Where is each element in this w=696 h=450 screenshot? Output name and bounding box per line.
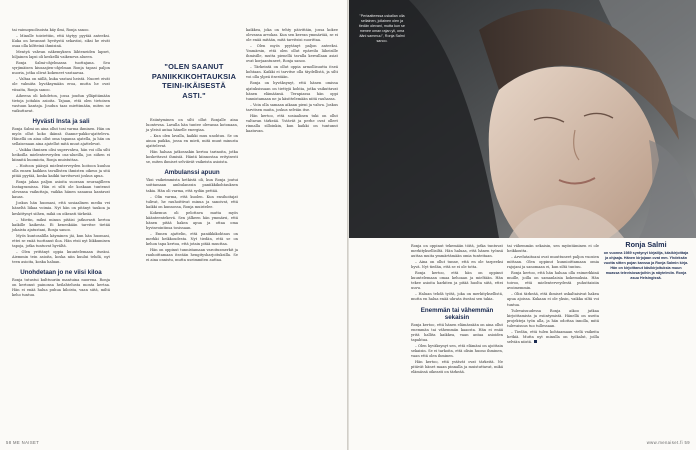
left-column-3 [246,28,338,135]
body-paragraph: – Olen hyväksynyt sen, että elämäni on ajoittain sekaisin. Se ei tarkoita, että olisin huono ihminen, vaan että olen ihminen. [411,343,503,358]
right-column-1 [411,244,503,376]
body-paragraph: – Arvelutaitoani ovat muuttuneet paljon vuosien mittaan. Olen oppinut kunnioittamaan omia rajojani ja sanomaan ei, kun siltä tuntuu. [507,255,599,270]
right-page [349,0,696,450]
body-paragraph: Ronja Salmi on aina ollut tosi varma ihminen. Hän on myös ollut koko ikänsä ihanne-pakko-ajatteleva. Hänellä on aina ollut oma tapansa ajatella, ja hän on sellaisenaan aina ajatellut mitä muut ajattelevat. [12,126,110,146]
pull-quote [146,62,242,100]
body-paragraph: kaikkea, joka on tehty päivittäin, jossa kokee olevansa arvokas. Kun sen kerran ymmärtää, se ei ole enää mitään, mitä tarvitsisi suorittaa. [246,28,338,43]
section-heading: Enemmän tai vähemmän sekaisin [420,306,494,321]
page-folio-right: www.menaiset.fi 59 [646,440,690,445]
body-paragraph-text: – Tiedän, että tulen kohtaamaan vielä vaikeita hetkiä. Mutta nyt minulla on työkalut, joilla selviän niistä. [507,329,599,344]
pull-quote-line: ASTI." [182,90,206,100]
body-paragraph: – Olen yrittänyt oppia kuuntelemaan itseäni. Aiemmin tein asioita, koska niin kuului tehdä, nyt teen asioita, koska haluan. [12,249,110,264]
body-paragraph: Ronja jakaa paljon asioita suoraan seuraajilleen Instagramissa. Hän ei silti ole koskaan tuntenut olevansa vaikuttaja, vaikka hänen sanansa kantavat kauas. [12,180,110,200]
body-paragraph: – Tärkeintä on ollut oppia armollisuutta itseä kohtaan. Kaikki ei tarvitse olla täydellistä, ja silti voi olla ylpeä itsestään. [246,65,338,80]
body-paragraph: Ronja kertoo, että hänen elämässään on aina ollut enemmän tai vähemmän kaaosta. Hän ei enää yritä hallita kaikkea, vaan antaa asioiden tapahtua. [411,322,503,342]
section-heading: Hyvästi Insta ja sali [32,117,90,125]
body-paragraph: Tulevaisuudessa Ronja aikoo jatkaa kirjoittamista ja esiintymistä. Hänellä on useita projekteja työn alla, ja hän odottaa innolla, mitä tulevaisuus tuo tullessaan. [507,308,599,328]
body-paragraph: – Aina on ollut tunne, että en ole tarpeeksi hyvä. Nyt tiedän, että se ei ole totta. [411,260,503,270]
body-paragraph: – Valtaa on niillä, kuka vastasi heistä. Nuoret eivät ole valmiita hyväksymään eroa, mutta he ovat viisaita, Ronja sanoo. [12,77,110,92]
profile-box [603,240,689,281]
body-paragraph: – Vaikka ihminen olisi supervahva, hän voi olla silti heikoilla mielenterveyden osa-alueilla, jos siihen ei kiinnitä huomiota, Ronja muistuttaa. [12,147,110,163]
body-paragraph: Kokemus oli pelottava mutta myös käänteentekevä. Sen jälkeen hän ymmärsi, että hänen pitää hakea apua ja ottaa oma hyvinvointinsa tosissaan. [146,210,238,230]
body-paragraph: Hän kertoo, että ystävät ovat tärkeitä. Ne pitävät hänet maan pinnalla ja muistuttavat, mikä elämässä oikeasti on tärkeää. [411,359,503,374]
body-paragraph: Aiheena oli kohdeton, jossa joudun ylläpitämään tietoja joitakin asioita. Tajuan, että olen tietoisen vastuun kantaja. Joudun taas miettimään, miten ne vaikuttavat. [12,93,110,113]
page-folio-left: 58 ME NAISET [6,440,40,445]
body-paragraph: Hän haluaa jatkossakin kertoa tarinoita, jotka koskettavat ihmisiä. Häntä kiinnostaa erityisesti se, miten ihmiset selviävät vaikeista asioista. [146,150,238,165]
body-paragraph: Ronja Salmi-ohjelmassa tuottajana. Seu syrjimäisen kiusaajien-ohjelman Ronja tapasi paljon nuoria, jotka olivat kokeneet vastaavaa. [12,61,110,76]
left-column-2 [146,118,238,264]
left-page [0,0,347,450]
body-paragraph: Yksi vaikeimmista hetkistä oli, kun Ronja joutui soittamaan ambulanssin paniikkikohtauksen takia. Hän oli varma, että sydän pettää. [146,178,238,193]
body-paragraph [507,330,599,345]
pull-quote-line: "OLEN SAANUT [164,62,224,71]
section-heading: Ambulanssi apuun [164,169,220,177]
body-paragraph: – Hoitoon pääsyä mielenterveyden hoitoon kuuluu olla ennen kaikkea tavallisten ihmisten oikeus ja sitä pitää pyytää, koska kaikki tarvitsevat joskus apua. [12,164,110,179]
profile-name: Ronja Salmi [625,240,667,249]
body-paragraph: – Olin varma, että kuolen. Kun ensihoitajat tulivat, he rauhoittivat minua ja sanoivat, että kaikki on kunnossa, Ronja muistelee. [146,194,238,209]
body-paragraph: Joskus hän huomasi, että sosiaalinen media vei häneltä liikaa voimia. Nyt hän on pitänyt taukoa ja keskittynyt siihen, mikä on oikeasti tärkeää. [12,201,110,216]
photo-caption: "Periaatteessa uskallan olla sellainen, jollainen olen ja tiedän olevani, mutta kun se menee oman rajan yli, oma ääni sammuu", Ronja Salmi sanoo. [359,14,405,43]
body-paragraph: – Voin olla samaan aikaan pieni ja vahva. Joskus tarvitsen muita, joskus selviän itse. [246,102,338,112]
body-paragraph: Hän on oppinut tunnistamaan varoitusmerkit ja rauhoittamaan itseään hengitysharjoituksilla. Se ei aina onnistu, mutta useimmiten auttaa. [146,248,238,263]
body-paragraph: Esiintyminen on silti ollut Ronjalle aina luontevaa. Lavalla hän tuntee olevansa kotonaan, ja yleisö antaa hänelle energiaa. [146,118,238,133]
body-paragraph: – Olen myös pyytänyt paljon anteeksi. Ymmärsin, että olen ollut epäreilu läheisille ihmisille, mutta pienellä tavalla kerrallaan asiat ovat korjaantuneet, Ronja sanoo. [246,44,338,64]
pull-quote-line: TEINI-IKÄISESTÄ [162,81,226,91]
body-paragraph: Ronja tutustui kulttuuriin mantuina nuorena. Ronja on kertonut painonsa heilahtelusta monta kertaa. Hän ei enää halua puhua kiloista, vaan siitä, miltä keho tuntuu. [12,277,110,298]
body-paragraph: – Kun olen lavalla, kaikki muu unohtuu. Se on ainoa paikka, jossa en mieti, mitä muut minusta ajattelevat. [146,134,238,149]
pull-quote-line: PANIIKKIKOHTAUKSIA [151,71,237,81]
body-paragraph: – Minulle toistettiin, että täytyy pyytää anteeksi. Kuka on luvannut hyvitystä sekaviisi, siksi he eivät osaa olla kiltteinä ihmisinä. [12,34,110,49]
end-mark-icon [534,340,537,343]
body-paragraph: – Haluan tehdä työtä, joka on merkityksellistä, mutta en halua enää uhrata itseäni sen takia. [411,292,503,302]
body-paragraph: Hän kertoo, että sosiaalinen tuki on ollut valtavan tärkeää. Ystävät ja perhe ovat olleet rinnalla silloinkin, kun kaikki on tuntunut kaatuvan. [246,113,338,133]
body-paragraph: – Mietin, miksi minun pitäisi jatkuvasti kertoa kaikille kaikesta. Ei kenenkään tarvitse tietää jokaista ajatustani, Ronja sanoo. [12,217,110,232]
left-column-1 [12,28,110,299]
body-paragraph: Ronja kertoo, että hän on oppinut kuuntelemaan omaa kehoaan ja mieltään. Hän tekee asioita harkiten ja pitää huolta siitä, ettei uuvu. [411,271,503,291]
body-paragraph: Ronja kertoo, että hän haluaa olla esimerkkinä muille, joilla on samanlaisia kokemuksia. Hän toivoo, että mielenterveydestä puhuttaisiin avoimemmin. [507,271,599,291]
profile-body: on vuonna 1989 syntynyt kirjailija, käsikirjoittaja ja ohjaaja. Hänen kirjojaan ovat mm. Yhdeksän vuotta sitten pojan kanssa ja Ronja Salmin kirja. Hän on kirjoittanut käsikirjoituksia muun muassa televisiosarjoihin ja näytelmiin. Ronja asuu Helsingissä. [603,251,689,280]
body-paragraph: – Ennen ajattelin, että paniikkikohtaus on merkki heikkoudesta. Nyt tiedän, että se on kehon tapa kertoa, että jotain pitää muuttaa. [146,231,238,246]
body-paragraph: Mentyä vahvan näkemyksen lähteneiden lapset, hiljainen lapsi oli keskellä vaikeneva alueen. [12,50,110,60]
body-paragraph: – Olisi tärkeää, että ihmiset uskaltaisivat hakea apua ajoissa. Kukaan ei ole yksin, vaikka siltä voi tuntua. [507,292,599,307]
body-paragraph: tai vaimopuolisoista käy ilmi, Ronja sanoo. [12,28,90,32]
body-paragraph: Myös kuntosalilla käyminen jäi, kun hän huomasi, ettei se enää tuottanut iloa. Hän etsii nyt liikkumisen tapoja, jotka tuntuvat hyvältä. [12,233,110,248]
body-paragraph: Ronja on oppinut tekemään töitä, jotka tuntuvat merkityksellisiltä. Hän haluaa, että hänen työnsä auttaa muita ymmärtämään omia tunteitaan. [411,244,503,259]
right-column-2 [507,244,599,346]
section-heading: Unohdetaan jo ne viisi kiloa [20,268,102,276]
portrait-photo [349,0,696,238]
body-paragraph: Ronja on hyväksynyt, että hänen omissa ajatuksissaan on tiettyjä kohtia, jotka vaikuttavat hänen elämäänsä. Terapiassa hän oppi tunnistamaan ne ja käsittelemään niitä rauhassa. [246,81,338,101]
body-paragraph: tai vähemmän sekaisin, sen myöntäminen ei ole heikkoutta. [507,244,599,254]
